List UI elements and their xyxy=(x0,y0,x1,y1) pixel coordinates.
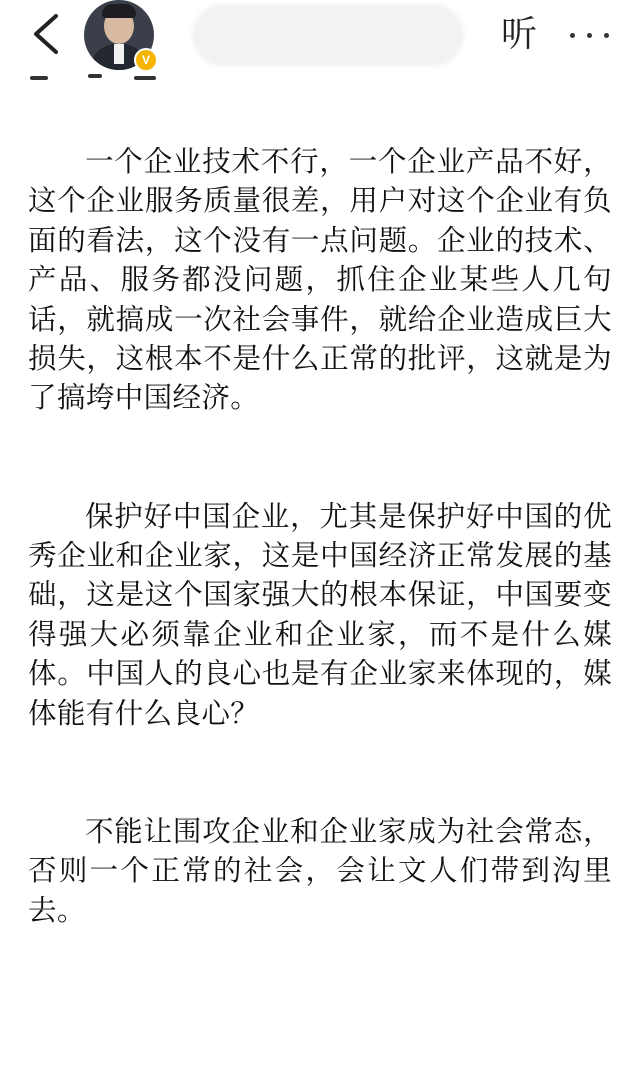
author-name-blurred[interactable] xyxy=(192,4,464,66)
listen-button[interactable]: 听 xyxy=(500,14,537,55)
more-dot-icon xyxy=(570,33,575,38)
back-button[interactable] xyxy=(28,12,68,56)
article-body xyxy=(28,142,612,930)
more-dot-icon xyxy=(587,33,592,38)
more-options-button[interactable] xyxy=(562,10,618,60)
article-paragraph: 一个企业技术不行，一个企业产品不好，这个企业服务质量很差，用户对这个企业有负面的看法，这个没有一点问题。企业的技术、产品、服务都没问题，抓住企业某些人几句话，就搞成一次社会事件，就给企业造成巨大损失，这根本不是什么正常的批评，这就是为了搞垮中国经济。 xyxy=(28,145,612,415)
top-bar xyxy=(0,0,640,78)
article-paragraph: 保护好中国企业，尤其是保护好中国的优秀企业和企业家，这是中国经济正常发展的基础，这是这个国家强大的根本保证，中国要变得强大必须靠企业和企业家，而不是什么媒体。中国人的良心也是有企业家来体现的，媒体能有什么良心？ xyxy=(28,499,612,730)
avatar-shirt xyxy=(114,44,124,64)
avatar-hair xyxy=(102,4,136,18)
verified-badge-icon: V xyxy=(134,48,158,72)
more-dot-icon xyxy=(604,33,609,38)
article-paragraph: 不能让围攻企业和企业家成为社会常态，否则一个正常的社会，会让文人们带到沟里去。 xyxy=(28,814,612,927)
scrolled-text-remnant xyxy=(22,70,162,82)
chevron-left-icon xyxy=(28,12,68,56)
